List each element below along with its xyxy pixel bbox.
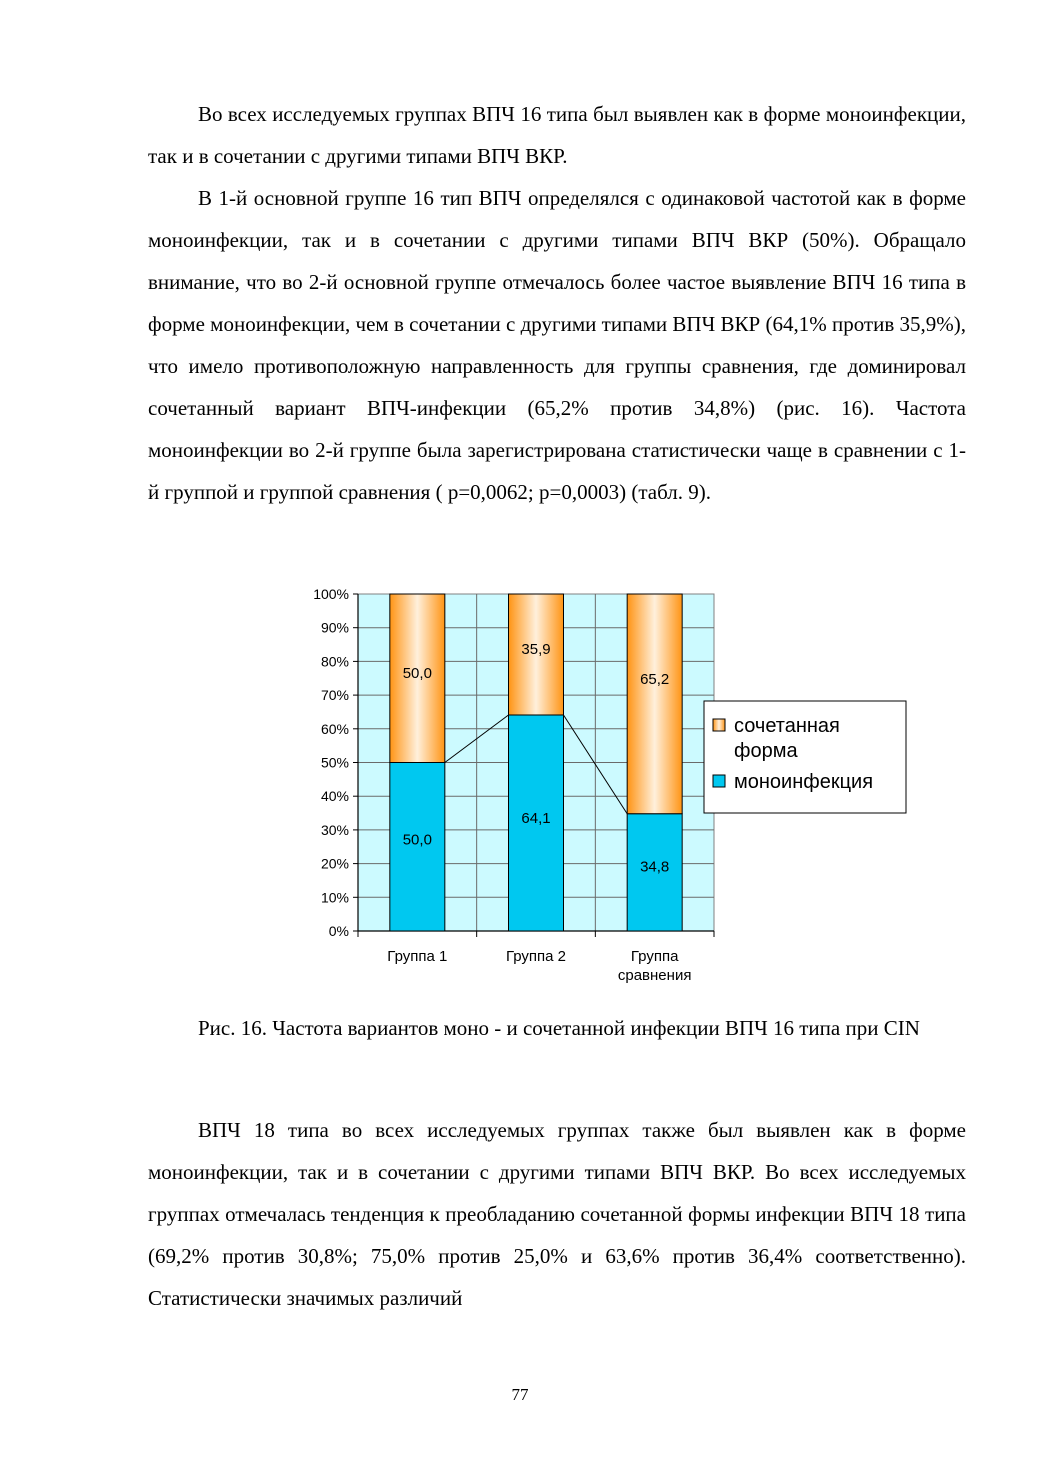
paragraph-hpv16-groups: В 1-й основной группе 16 тип ВПЧ определялся с одинаковой частотой как в форме моноинфекции, так и в сочетании с другими типами ВПЧ ВКР (50%). Обращало внимание, что во 2-й основной группе отмечалось более частое выявление ВПЧ 16 типа в форме моноинфекции, чем в сочетании с другими типами ВПЧ ВКР (64,1% против 35,9%), что имело противоположную направленность для группы сравнения, где доминировал сочетанный вариант ВПЧ-инфекции (65,2% против 34,8%) (рис. 16). Частота моноинфекции во 2-й группе была зарегистрирована статистически чаще в сравнении с 1-й группой и группой сравнения ( p=0,0062; p=0,0003) (табл. 9). xyxy=(148,186,966,504)
y-tick-label: 40% xyxy=(320,788,349,805)
y-tick-label: 50% xyxy=(320,754,349,771)
data-label-combined: 50,0 xyxy=(402,665,432,682)
figure-caption: Рис. 16. Частота вариантов моно - и сочетанной инфекции ВПЧ 16 типа при CIN xyxy=(198,1016,920,1040)
y-tick-label: 30% xyxy=(320,821,349,838)
x-category-label: Группа 1 xyxy=(387,948,448,965)
paragraph-hpv16-intro: Во всех исследуемых группах ВПЧ 16 типа был выявлен как в форме моноинфекции, так и в сочетании с другими типами ВПЧ ВКР. xyxy=(148,102,966,168)
x-category-label: Группа xyxy=(630,948,679,965)
x-category-label: сравнения xyxy=(617,967,692,984)
x-category-label: Группа 2 xyxy=(505,948,567,965)
data-label-mono: 50,0 xyxy=(402,831,432,849)
y-tick-label: 10% xyxy=(320,889,349,906)
y-tick-label: 90% xyxy=(320,619,349,636)
legend-label: сочетанная xyxy=(734,715,840,737)
data-label-combined: 65,2 xyxy=(640,671,670,688)
y-tick-label: 0% xyxy=(328,923,349,939)
legend-swatch xyxy=(713,775,725,787)
legend-label: форма xyxy=(734,740,798,762)
data-label-mono: 64,1 xyxy=(521,809,551,827)
stacked-bar-chart xyxy=(280,583,920,993)
y-tick-label: 70% xyxy=(320,687,349,704)
data-label-combined: 35,9 xyxy=(521,641,551,658)
page-number: 77 xyxy=(511,1385,529,1404)
legend-swatch xyxy=(713,719,725,731)
y-tick-label: 20% xyxy=(320,855,349,872)
y-tick-label: 60% xyxy=(320,720,349,737)
data-label-mono: 34,8 xyxy=(640,858,670,876)
y-tick-label: 80% xyxy=(320,653,349,670)
paragraph-hpv18: ВПЧ 18 типа во всех исследуемых группах также был выявлен как в форме моноинфекции, так и в сочетании с другими типами ВПЧ ВКР. Во всех исследуемых группах отмечалась тенденция к преобладанию сочетанной формы инфекции ВПЧ 18 типа (69,2% против 30,8%; 75,0% против 25,0% и 63,6% против 36,4% соответственно). Статистически значимых различий xyxy=(148,1118,966,1310)
y-tick-label: 100% xyxy=(313,586,349,602)
bar-combined-form xyxy=(627,594,682,814)
legend-label: моноинфекция xyxy=(734,771,874,793)
